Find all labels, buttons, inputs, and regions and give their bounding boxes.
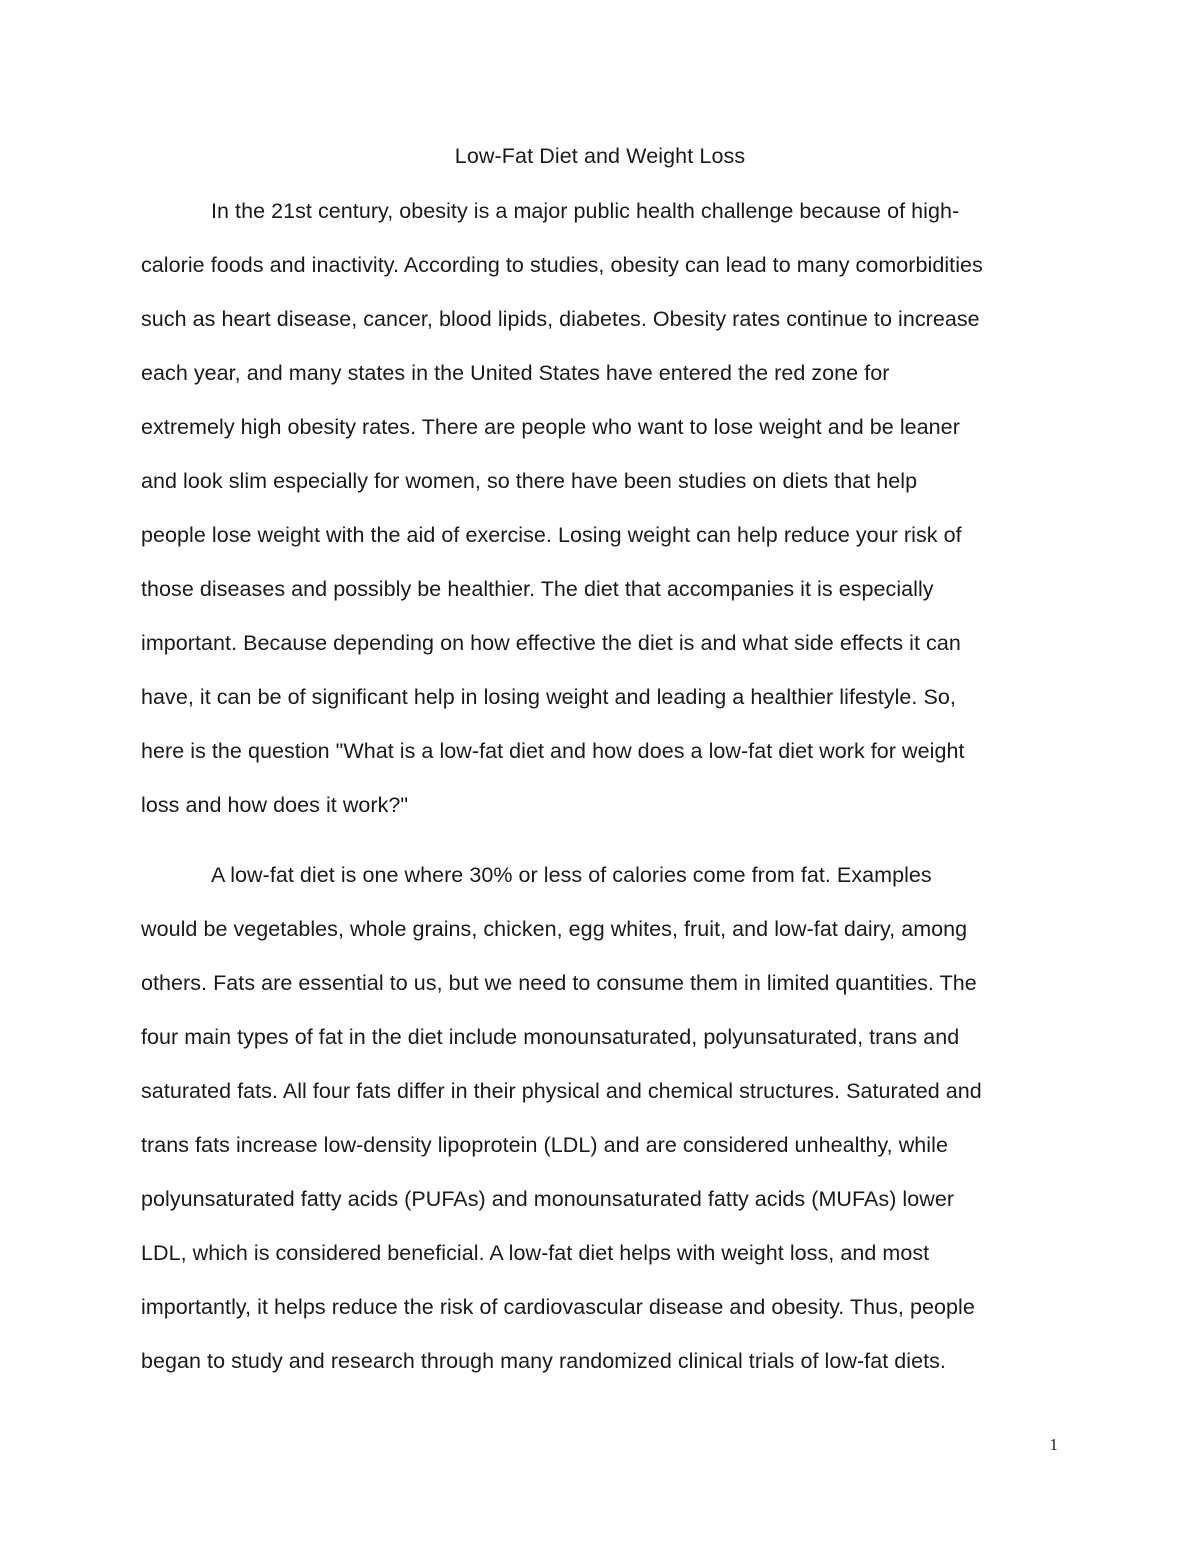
paragraph-line: have, it can be of significant help in losing weight and leading a healthier lifestyle. So, bbox=[141, 685, 956, 709]
paragraph-line: would be vegetables, whole grains, chicken, egg whites, fruit, and low-fat dairy, among bbox=[141, 917, 968, 941]
paragraph-line: polyunsaturated fatty acids (PUFAs) and monounsaturated fatty acids (MUFAs) lower bbox=[141, 1187, 955, 1211]
paragraph-line: loss and how does it work?" bbox=[141, 793, 409, 817]
paragraph-line: extremely high obesity rates. There are people who want to lose weight and be leaner bbox=[141, 415, 960, 439]
paragraph-line: four main types of fat in the diet include monounsaturated, polyunsaturated, trans and bbox=[141, 1025, 960, 1049]
paragraph-line: saturated fats. All four fats differ in their physical and chemical structures. Saturated and bbox=[141, 1079, 982, 1103]
document-title: Low-Fat Diet and Weight Loss bbox=[454, 144, 746, 168]
paragraph-line: calorie foods and inactivity. According to studies, obesity can lead to many comorbidities bbox=[141, 253, 983, 277]
paragraph-line: In the 21st century, obesity is a major public health challenge because of high- bbox=[211, 199, 960, 223]
paragraph-line: importantly, it helps reduce the risk of cardiovascular disease and obesity. Thus, people bbox=[141, 1295, 975, 1319]
paragraph-line: and look slim especially for women, so there have been studies on diets that help bbox=[141, 469, 918, 493]
paragraph-line: others. Fats are essential to us, but we need to consume them in limited quantities. The bbox=[141, 971, 977, 995]
paragraph-line: trans fats increase low-density lipoprotein (LDL) and are considered unhealthy, while bbox=[141, 1133, 948, 1157]
paragraph-line: important. Because depending on how effective the diet is and what side effects it can bbox=[141, 631, 961, 655]
paragraph-line: each year, and many states in the United States have entered the red zone for bbox=[141, 361, 890, 385]
page-number: 1 bbox=[1049, 1435, 1058, 1454]
paragraph-line: here is the question "What is a low-fat diet and how does a low-fat diet work for weight bbox=[141, 739, 965, 763]
paragraph-line: such as heart disease, cancer, blood lipids, diabetes. Obesity rates continue to increase bbox=[141, 307, 980, 331]
paragraph-line: people lose weight with the aid of exercise. Losing weight can help reduce your risk of bbox=[141, 523, 962, 547]
paragraph-line: began to study and research through many randomized clinical trials of low-fat diets. bbox=[141, 1349, 946, 1373]
paragraph-line: those diseases and possibly be healthier. The diet that accompanies it is especially bbox=[141, 577, 934, 601]
paragraph-line: A low-fat diet is one where 30% or less of calories come from fat. Examples bbox=[211, 863, 932, 887]
paragraph-line: LDL, which is considered beneficial. A low-fat diet helps with weight loss, and most bbox=[141, 1241, 930, 1265]
